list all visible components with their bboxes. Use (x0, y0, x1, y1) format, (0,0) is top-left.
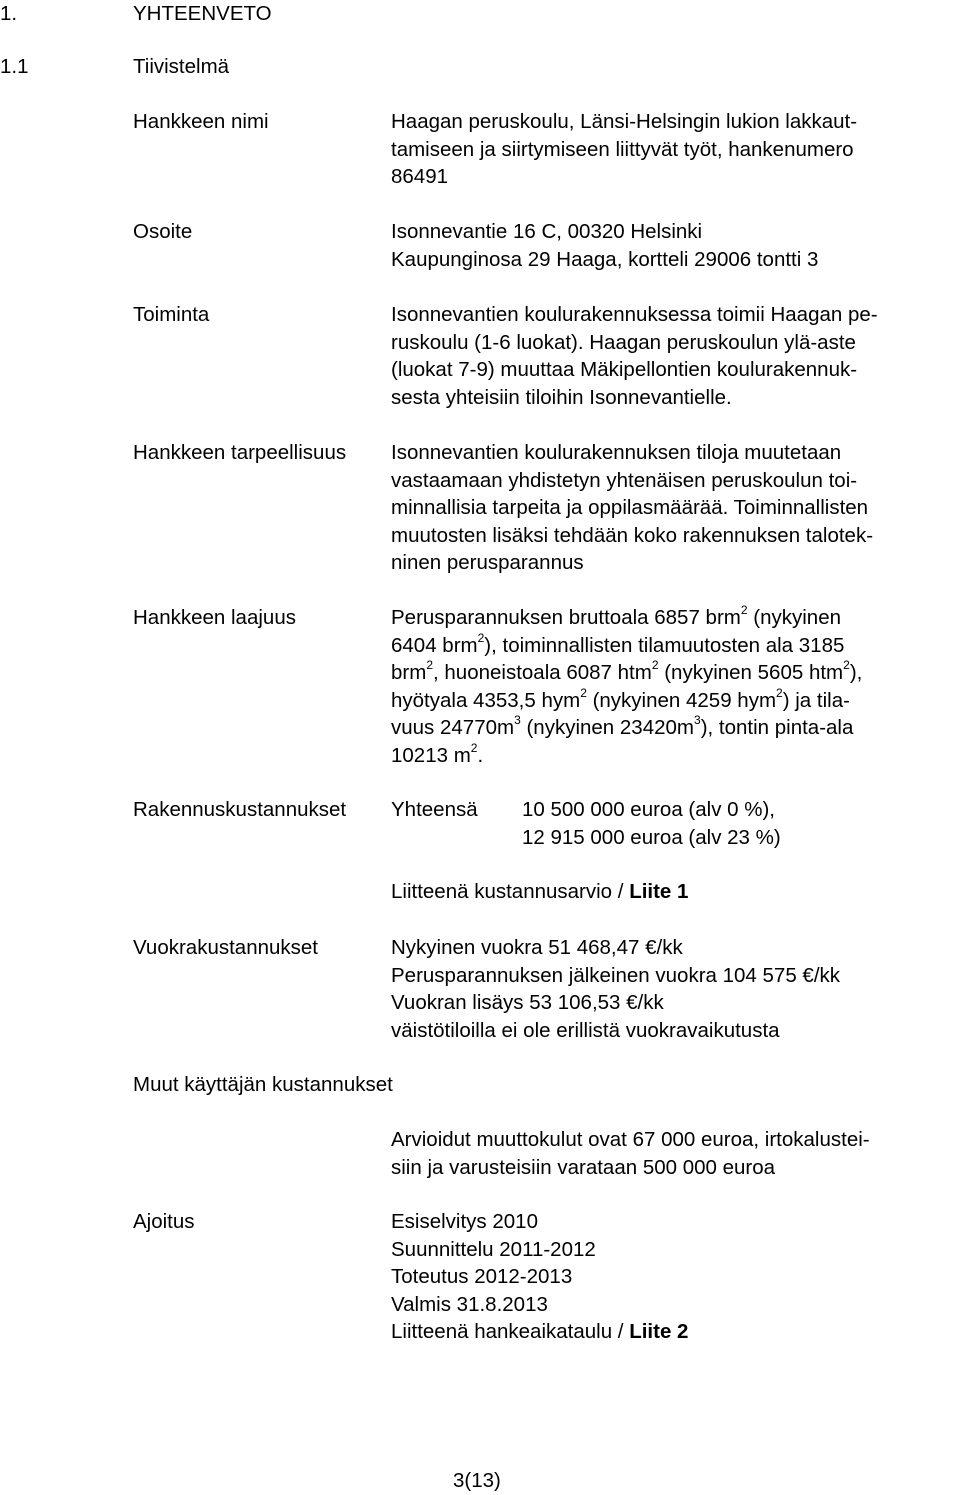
project-name-label: Hankkeen nimi (133, 110, 269, 133)
address-value (391, 218, 951, 273)
scope-line: Perusparannuksen bruttoala 6857 brm$^2$ (nykyinen (391, 603, 841, 629)
schedule-line: Esiselvitys 2010 (391, 1210, 538, 1233)
necessity-line: vastaamaan yhdistetyn yhtenäisen peruskoulun toi- (391, 468, 858, 492)
activity-line: ruskoulu (1-6 luokat). Haagan peruskoulun ylä-aste (391, 330, 856, 354)
rent-line: väistötiloilla ei ole erillistä vuokravaikutusta (391, 1018, 780, 1042)
rent-line: Perusparannuksen jälkeinen vuokra 104 575 €/kk (391, 963, 841, 987)
schedule-label: Ajoitus (133, 1210, 195, 1233)
scope-line: vuus $24770m^3$ (nykyinen $23420m^3$), tontin pinta-ala (391, 713, 854, 739)
rent-line: Nykyinen vuokra 51 468,47 €/kk (391, 936, 683, 959)
rent-label: Vuokrakustannukset (133, 936, 318, 959)
costs-line-2: 12 915 000 euroa (alv 23 %) (522, 826, 781, 849)
costs-sublabel: Yhteensä (391, 798, 478, 821)
activity-line: sesta yhteisiin tiloihin Isonnevantielle. (391, 385, 732, 409)
page-number: 3(13) (453, 1469, 501, 1492)
project-name-line: Haagan peruskoulu, Länsi-Helsingin lukion lakkaut- (391, 110, 858, 133)
activity-value (391, 301, 951, 411)
schedule-attachment (391, 1318, 951, 1346)
heading-1-text: YHTEENVETO (133, 2, 272, 25)
necessity-line: Isonnevantien koulurakennuksen tiloja muutetaan (391, 441, 842, 464)
costs-line-1: 10 500 000 euroa (alv 0 %), (522, 798, 775, 821)
scope-line: brm$^2$, huoneistoala 6087 htm$^2$ (nykyinen 5605 htm$^2$), (391, 658, 863, 684)
scope-line: hyötyala 4353,5 hym$^2$ (nykyinen 4259 hym$^2$) ja tila- (391, 685, 850, 712)
schedule-line: Toteutus 2012-2013 (391, 1265, 573, 1288)
activity-label: Toiminta (133, 303, 210, 326)
scope-value (391, 604, 951, 769)
address-line: Isonnevantie 16 C, 00320 Helsinki (391, 220, 703, 243)
costs-attachment-link: Liite 1 (629, 880, 689, 903)
heading-2-number: 1.1 (0, 55, 29, 78)
necessity-line: muutosten lisäksi tehdään koko rakennuksen talotek- (391, 523, 874, 547)
heading-2 (0, 53, 230, 81)
activity-line: Isonnevantien koulurakennuksessa toimii Haagan pe- (391, 303, 878, 326)
heading-2-text: Tiivistelmä (133, 55, 230, 78)
other-costs-value (391, 1126, 951, 1181)
scope-label: Hankkeen laajuus (133, 606, 296, 629)
heading-1 (0, 0, 272, 28)
other-costs-label: Muut käyttäjän kustannukset (133, 1073, 393, 1096)
necessity-line: minnallisia tarpeita ja oppilasmäärää. Toiminnallisten (391, 496, 869, 519)
schedule-attachment-link: Liite 2 (629, 1320, 689, 1343)
scope-line: 10213 $m^2$. (391, 740, 484, 767)
project-name-value (391, 108, 951, 191)
schedule-line: Suunnittelu 2011-2012 (391, 1237, 596, 1261)
schedule-line: Valmis 31.8.2013 (391, 1292, 548, 1316)
address-line: Kaupunginosa 29 Haaga, kortteli 29006 tontti 3 (391, 247, 819, 271)
rent-line: Vuokran lisäys 53 106,53 €/kk (391, 991, 664, 1014)
necessity-label: Hankkeen tarpeellisuus (133, 441, 347, 464)
rent-value (391, 934, 951, 1044)
address-label: Osoite (133, 220, 193, 243)
costs-label: Rakennuskustannukset (133, 798, 347, 821)
costs-attachment (391, 878, 688, 906)
project-name-line: tamiseen ja siirtymiseen liittyvät työt, hankenumero (391, 137, 854, 161)
other-costs-line: siin ja varusteisiin varataan 500 000 euroa (391, 1155, 776, 1179)
heading-1-number: 1. (0, 2, 18, 25)
necessity-line: ninen perusparannus (391, 551, 584, 574)
project-name-line: 86491 (391, 165, 449, 188)
costs-attachment-text: Liitteenä kustannusarvio / (391, 880, 630, 903)
other-costs-line: Arvioidut muuttokulut ovat 67 000 euroa, irtokalustei- (391, 1128, 870, 1151)
scope-line: 6404 brm$^2$), toiminnallisten tilamuutosten ala 3185 (391, 630, 845, 657)
schedule-value (391, 1208, 951, 1346)
schedule-attachment-text: Liitteenä hankeaikataulu / (391, 1320, 630, 1343)
activity-line: (luokat 7-9) muuttaa Mäkipellontien koulurakennuk- (391, 358, 858, 381)
necessity-value (391, 439, 951, 577)
